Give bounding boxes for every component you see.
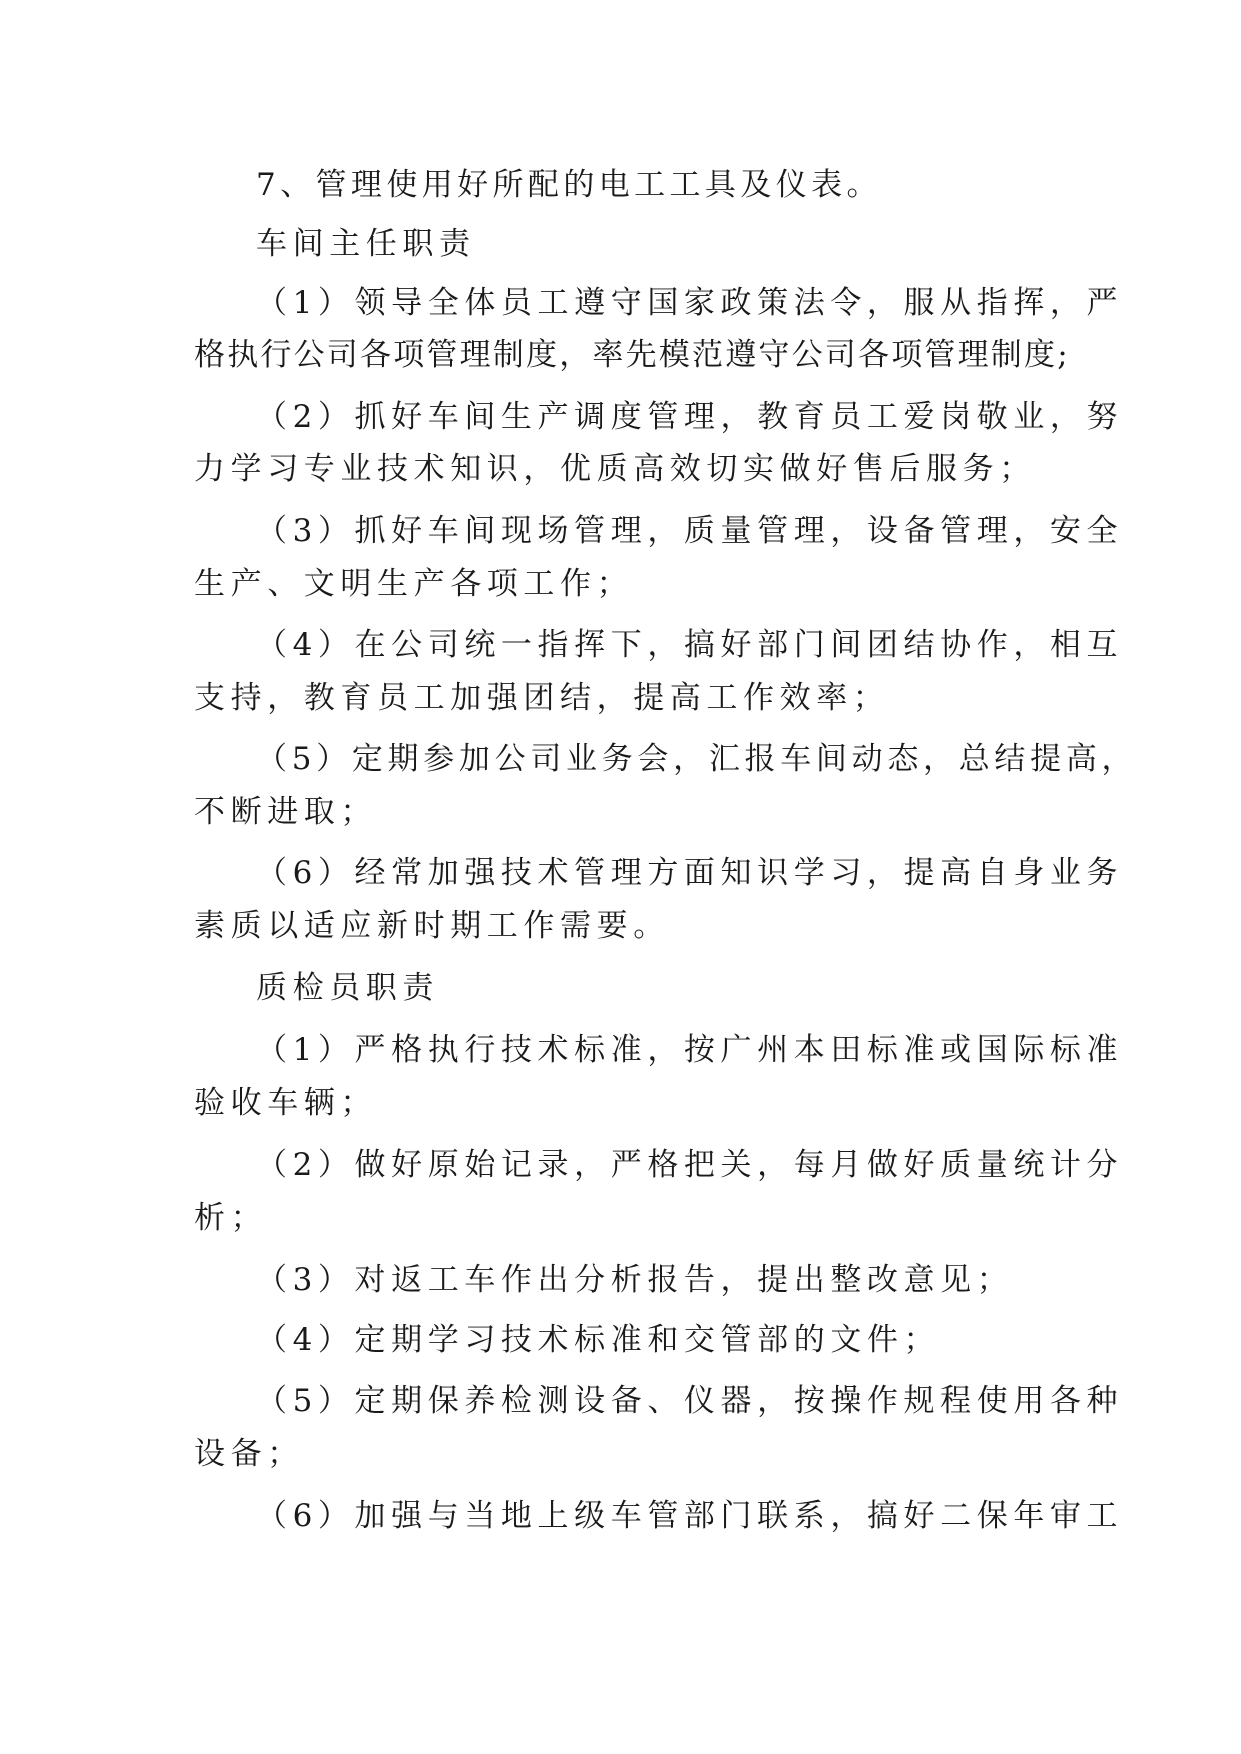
paragraph-line: （2）抓好车间生产调度管理，教育员工爱岗敬业，努 xyxy=(256,399,1124,435)
paragraph-line: 7、管理使用好所配的电工工具及仪表。 xyxy=(256,167,882,203)
paragraph-line: （3）对返工车作出分析报告，提出整改意见； xyxy=(256,1262,1014,1298)
section-heading: 车间主任职责 xyxy=(256,226,476,262)
paragraph-line: （2）做好原始记录，严格把关，每月做好质量统计分 xyxy=(256,1147,1124,1183)
paragraph-line: （6）经常加强技术管理方面知识学习，提高自身业务 xyxy=(256,855,1124,891)
paragraph-line: （3）抓好车间现场管理，质量管理，设备管理，安全 xyxy=(256,513,1124,549)
paragraph-line: （5）定期参加公司业务会，汇报车间动态，总结提高， xyxy=(256,741,1138,777)
paragraph-line: 支持，教育员工加强团结，提高工作效率； xyxy=(194,680,890,716)
section-heading: 质检员职责 xyxy=(256,970,439,1006)
paragraph-line: （1）严格执行技术标准，按广州本田标准或国际标准 xyxy=(256,1032,1124,1068)
paragraph-line: （4）定期学习技术标准和交管部的文件； xyxy=(256,1322,941,1358)
paragraph-line: 析； xyxy=(194,1200,268,1236)
paragraph-line: 格执行公司各项管理制度，率先模范遵守公司各项管理制度; xyxy=(194,337,1070,373)
paragraph-line: 力学习专业技术知识，优质高效切实做好售后服务； xyxy=(194,451,1036,487)
paragraph-line: （4）在公司统一指挥下，搞好部门间团结协作，相互 xyxy=(256,627,1124,663)
paragraph-line: （5）定期保养检测设备、仪器，按操作规程使用各种 xyxy=(256,1383,1124,1419)
paragraph-line: 设备； xyxy=(194,1436,304,1472)
paragraph-line: （6）加强与当地上级车管部门联系，搞好二保年审工 xyxy=(256,1498,1124,1534)
paragraph-line: 验收车辆； xyxy=(194,1085,377,1121)
paragraph-line: 生产、文明生产各项工作； xyxy=(194,566,634,602)
paragraph-line: （1）领导全体员工遵守国家政策法令，服从指挥，严 xyxy=(256,285,1124,321)
paragraph-line: 不断进取； xyxy=(194,794,377,830)
paragraph-line: 素质以适应新时期工作需要。 xyxy=(194,908,670,944)
